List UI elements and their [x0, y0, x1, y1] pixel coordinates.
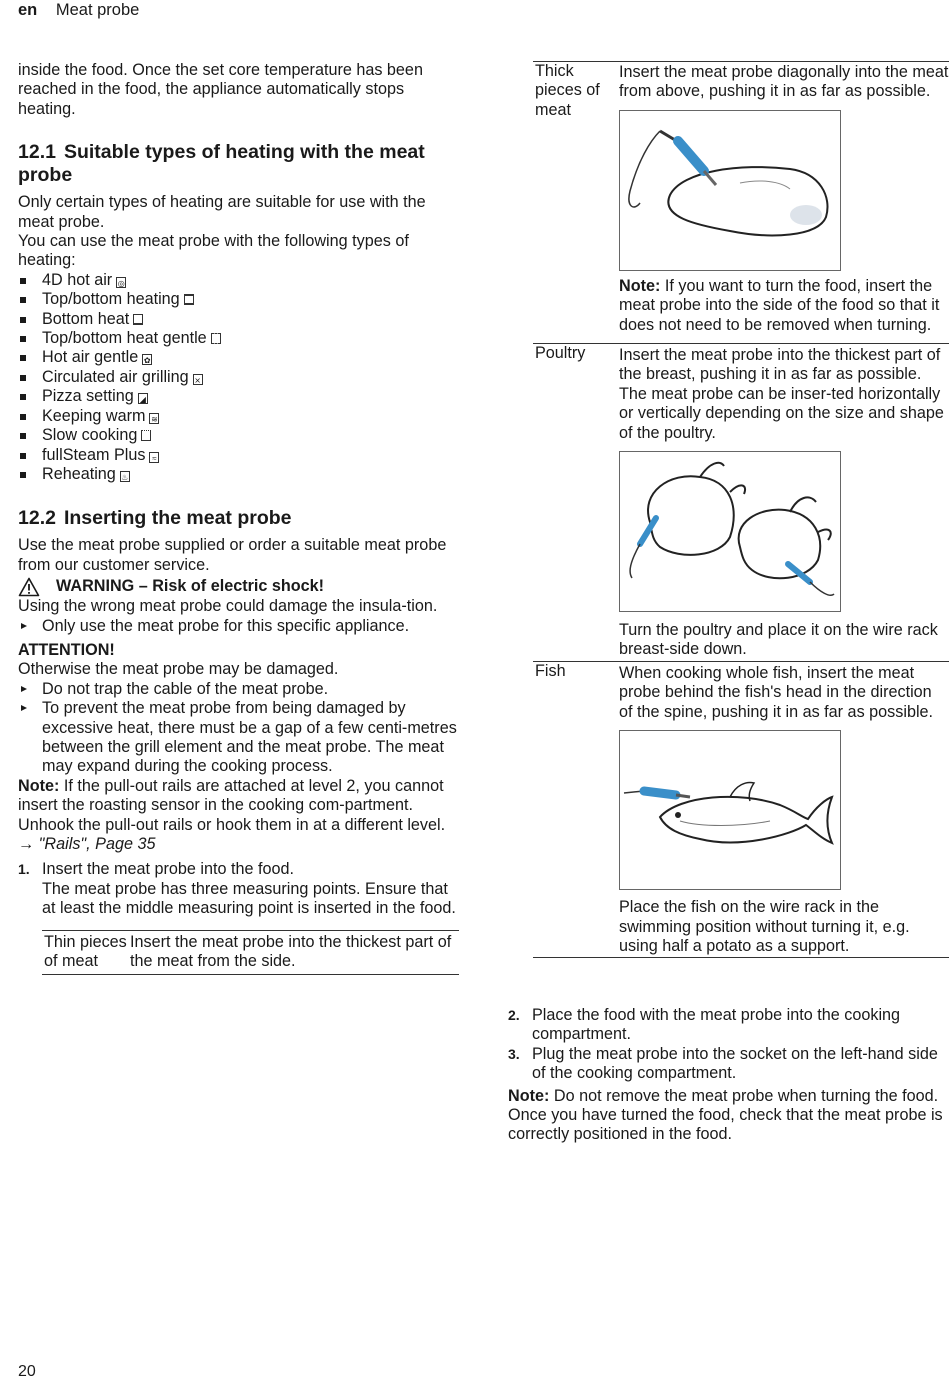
- meat-illustration: [619, 110, 841, 271]
- probe-placement-table: [533, 61, 949, 958]
- section-title: Suitable types of heating with the meat probe: [18, 141, 425, 187]
- step-item: [508, 1006, 948, 1045]
- attention-title: ATTENTION!: [18, 640, 115, 659]
- poultry-with-probe-image: [620, 452, 840, 611]
- poultry-illustration: [619, 451, 841, 612]
- table-row-fish: [533, 662, 949, 958]
- table-cell-label: Thick pieces of meat: [535, 62, 600, 119]
- warning-title: WARNING – Risk of electric shock!: [56, 577, 325, 596]
- steps-list: [508, 1006, 948, 1084]
- section-number: 12.2: [18, 507, 56, 530]
- step-number: 2.: [508, 1007, 520, 1023]
- thin-meat-table: [42, 930, 459, 976]
- language-code: en: [18, 1, 38, 19]
- table-cell-label: Poultry: [535, 344, 586, 363]
- step-item: [508, 1045, 948, 1084]
- list-item: Only use the meat probe for this specific appliance.: [18, 617, 460, 636]
- step-number: 1.: [18, 861, 30, 878]
- fish-with-probe-image: [620, 731, 840, 889]
- step-text: Insert the meat probe into the food.: [42, 860, 294, 879]
- list-item: 4D hot air ◎: [18, 271, 460, 290]
- steps-list: [18, 860, 460, 918]
- note-paragraph: Note: Do not remove the meat probe when turning the food. Once you have turned the food, check that the meat probe is correctly positioned in the food.: [508, 1086, 943, 1144]
- warning-list: [18, 617, 460, 636]
- warning-heading: [18, 577, 460, 597]
- left-column: [18, 61, 460, 975]
- list-item: Reheating ♨: [18, 465, 460, 484]
- step-text: Place the food with the meat probe into the cooking compartment.: [532, 1006, 901, 1044]
- list-item: Do not trap the cable of the meat probe.: [18, 680, 460, 699]
- table-cell-text: Turn the poultry and place it on the wire rack breast-side down.: [619, 621, 938, 659]
- section-title: Meat probe: [55, 1, 140, 19]
- paragraph: Use the meat probe supplied or order a suitable meat probe from our customer service.: [18, 536, 447, 574]
- step-text: Plug the meat probe into the socket on the left-hand side of the cooking compartment.: [532, 1044, 938, 1083]
- intro-paragraph: inside the food. Once the set core temperature has been reached in the food, the appliance automatically stops heating.: [18, 61, 423, 118]
- keeping-warm-icon: ≋: [151, 414, 158, 424]
- list-item: To prevent the meat probe from being damaged by excessive heat, there must be a gap of a few centi-metres between the grill element and the meat probe. The meat may expand during the cooking process.: [18, 699, 460, 777]
- list-item: Slow cooking: [18, 426, 460, 445]
- table-cell-text: When cooking whole fish, insert the meat probe behind the fish's head in the direction of the spine, pushing it in as far as possible.: [619, 663, 934, 721]
- table-cell-text: Insert the meat probe into the thickest part of the meat from the side.: [130, 932, 452, 971]
- list-item: fullSteam Plus ≈: [18, 446, 460, 465]
- page-reference-link[interactable]: → "Rails", Page 35: [18, 835, 156, 853]
- heating-types-list: [18, 271, 460, 484]
- right-column: [508, 61, 948, 1351]
- list-item: Hot air gentle ✿: [18, 348, 460, 367]
- continued-steps: [508, 1006, 948, 1145]
- section-12-1-heading: [18, 141, 460, 187]
- table-cell-label: Thin pieces of meat: [44, 932, 127, 971]
- list-item: Pizza setting ◢: [18, 387, 460, 406]
- reheating-icon: ♨: [121, 472, 129, 482]
- slow-cooking-icon: [141, 430, 151, 441]
- fullsteam-plus-icon: ≈: [149, 452, 159, 463]
- list-item: Top/bottom heating: [18, 290, 460, 309]
- meat-with-probe-image: [620, 111, 840, 270]
- page-header: [18, 1, 139, 20]
- page-number: 20: [18, 1363, 36, 1380]
- list-item: Bottom heat: [18, 310, 460, 329]
- 4d-hot-air-icon: ◎: [117, 278, 125, 288]
- table-row-poultry: [533, 344, 949, 662]
- warning-text: Using the wrong meat probe could damage the insula-tion.: [18, 597, 438, 616]
- note-paragraph: Note: If you want to turn the food, insert the meat probe into the side of the food so that it does not need to be removed when turning.: [619, 276, 940, 334]
- top-bottom-heating-icon: [184, 294, 194, 305]
- section-12-2-heading: [18, 507, 460, 530]
- attention-text: Otherwise the meat probe may be damaged.: [18, 660, 339, 679]
- section-number: 12.1: [18, 141, 56, 164]
- note-paragraph: Note: If the pull-out rails are attached at level 2, you cannot insert the roasting sensor in the cooking com-partment. Unhook the pull-out rails or hook them in at a different level.: [18, 776, 446, 834]
- step-number: 3.: [508, 1045, 520, 1062]
- paragraph: Only certain types of heating are suitable for use with the meat probe.: [18, 193, 426, 231]
- hot-air-gentle-icon: ✿: [143, 356, 151, 366]
- list-item: Top/bottom heat gentle: [18, 329, 460, 348]
- table-cell-label: Fish: [535, 661, 566, 680]
- attention-list: [18, 680, 460, 777]
- circulated-air-grilling-icon: ⨯: [194, 375, 201, 385]
- note-label: Note:: [18, 776, 60, 795]
- warning-triangle-icon: [18, 577, 40, 597]
- section-title: Inserting the meat probe: [63, 507, 292, 530]
- step-item: [18, 860, 460, 918]
- table-cell-text: Insert the meat probe into the thickest part of the breast, pushing it in as far as possible. The meat probe can be inser-ted horizontally or vertically depending on the size and shape of the poultry.: [619, 346, 944, 442]
- pizza-setting-icon: ◢: [139, 395, 146, 405]
- table-row: [42, 930, 459, 975]
- table-cell-text: Place the fish on the wire rack in the swimming position without turning it, e.g. using half a potato as a support.: [619, 898, 910, 955]
- paragraph: You can use the meat probe with the following types of heating:: [18, 232, 409, 270]
- step-detail: The meat probe has three measuring points. Ensure that at least the middle measuring point is inserted in the food.: [42, 879, 456, 918]
- fish-illustration: [619, 730, 841, 890]
- bottom-heat-icon: [133, 314, 143, 325]
- note-label: Note:: [508, 1086, 550, 1105]
- list-item: Keeping warm ≋: [18, 407, 460, 426]
- table-cell-text: Insert the meat probe diagonally into the meat from above, pushing it in as far as possible.: [619, 63, 949, 101]
- list-item: Circulated air grilling ⨯: [18, 368, 460, 387]
- top-bottom-gentle-icon: [211, 333, 221, 344]
- table-row-thick-meat: [533, 61, 949, 344]
